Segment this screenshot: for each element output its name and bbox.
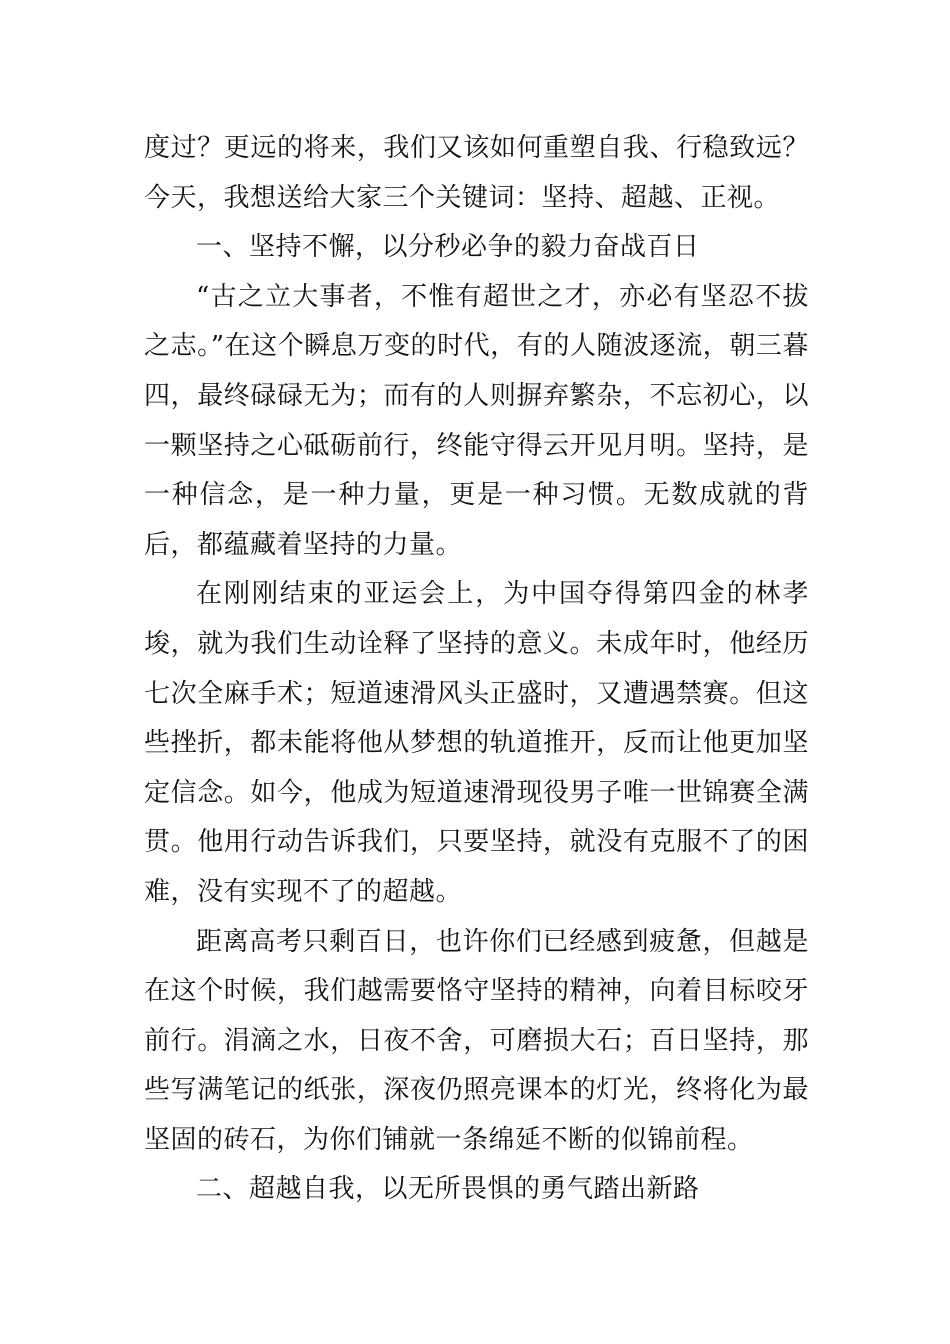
document-page [144,124,809,1215]
section-heading-2: 二、超越自我，以无所畏惧的勇气踏出新路 [196,1174,700,1205]
paragraph-opening: 度过？更远的将来，我们又该如何重塑自我、行稳致远？今天，我想送给大家三个关键词：坚持、超越、正视。 [144,133,809,213]
paragraph-athlete-example: 在刚刚结束的亚运会上，为中国夺得第四金的林孝埈，就为我们生动诠释了坚持的意义。未成年时，他经历七次全麻手术；短道速滑风头正盛时，又遭遇禁赛。但这些挫折，都未能将他从梦想的轨道推开，反而让他更加坚定信念。如今，他成为短道速滑现役男子唯一世锦赛全满贯。他用行动告诉我们，只要坚持，就没有克服不了的困难，没有实现不了的超越。 [144,579,809,907]
section-heading-1: 一、坚持不懈，以分秒必争的毅力奋战百日 [196,232,700,263]
paragraph-hundred-days: 距离高考只剩百日，也许你们已经感到疲惫，但越是在这个时候，我们越需要恪守坚持的精神，向着目标咬牙前行。涓滴之水，日夜不舍，可磨损大石；百日坚持，那些写满笔记的纸张，深夜仍照亮课本的灯光，终将化为最坚固的砖石，为你们铺就一条绵延不断的似锦前程。 [144,926,809,1155]
paragraph-persistence-quote: “古之立大事者，不惟有超世之才，亦必有坚忍不拔之志。”在这个瞬息万变的时代，有的人随波逐流，朝三暮四，最终碌碌无为；而有的人则摒弃繁杂，不忘初心，以一颗坚持之心砥砺前行，终能守得云开见月明。坚持，是一种信念，是一种力量，更是一种习惯。无数成就的背后，都蕴藏着坚持的力量。 [144,281,809,560]
